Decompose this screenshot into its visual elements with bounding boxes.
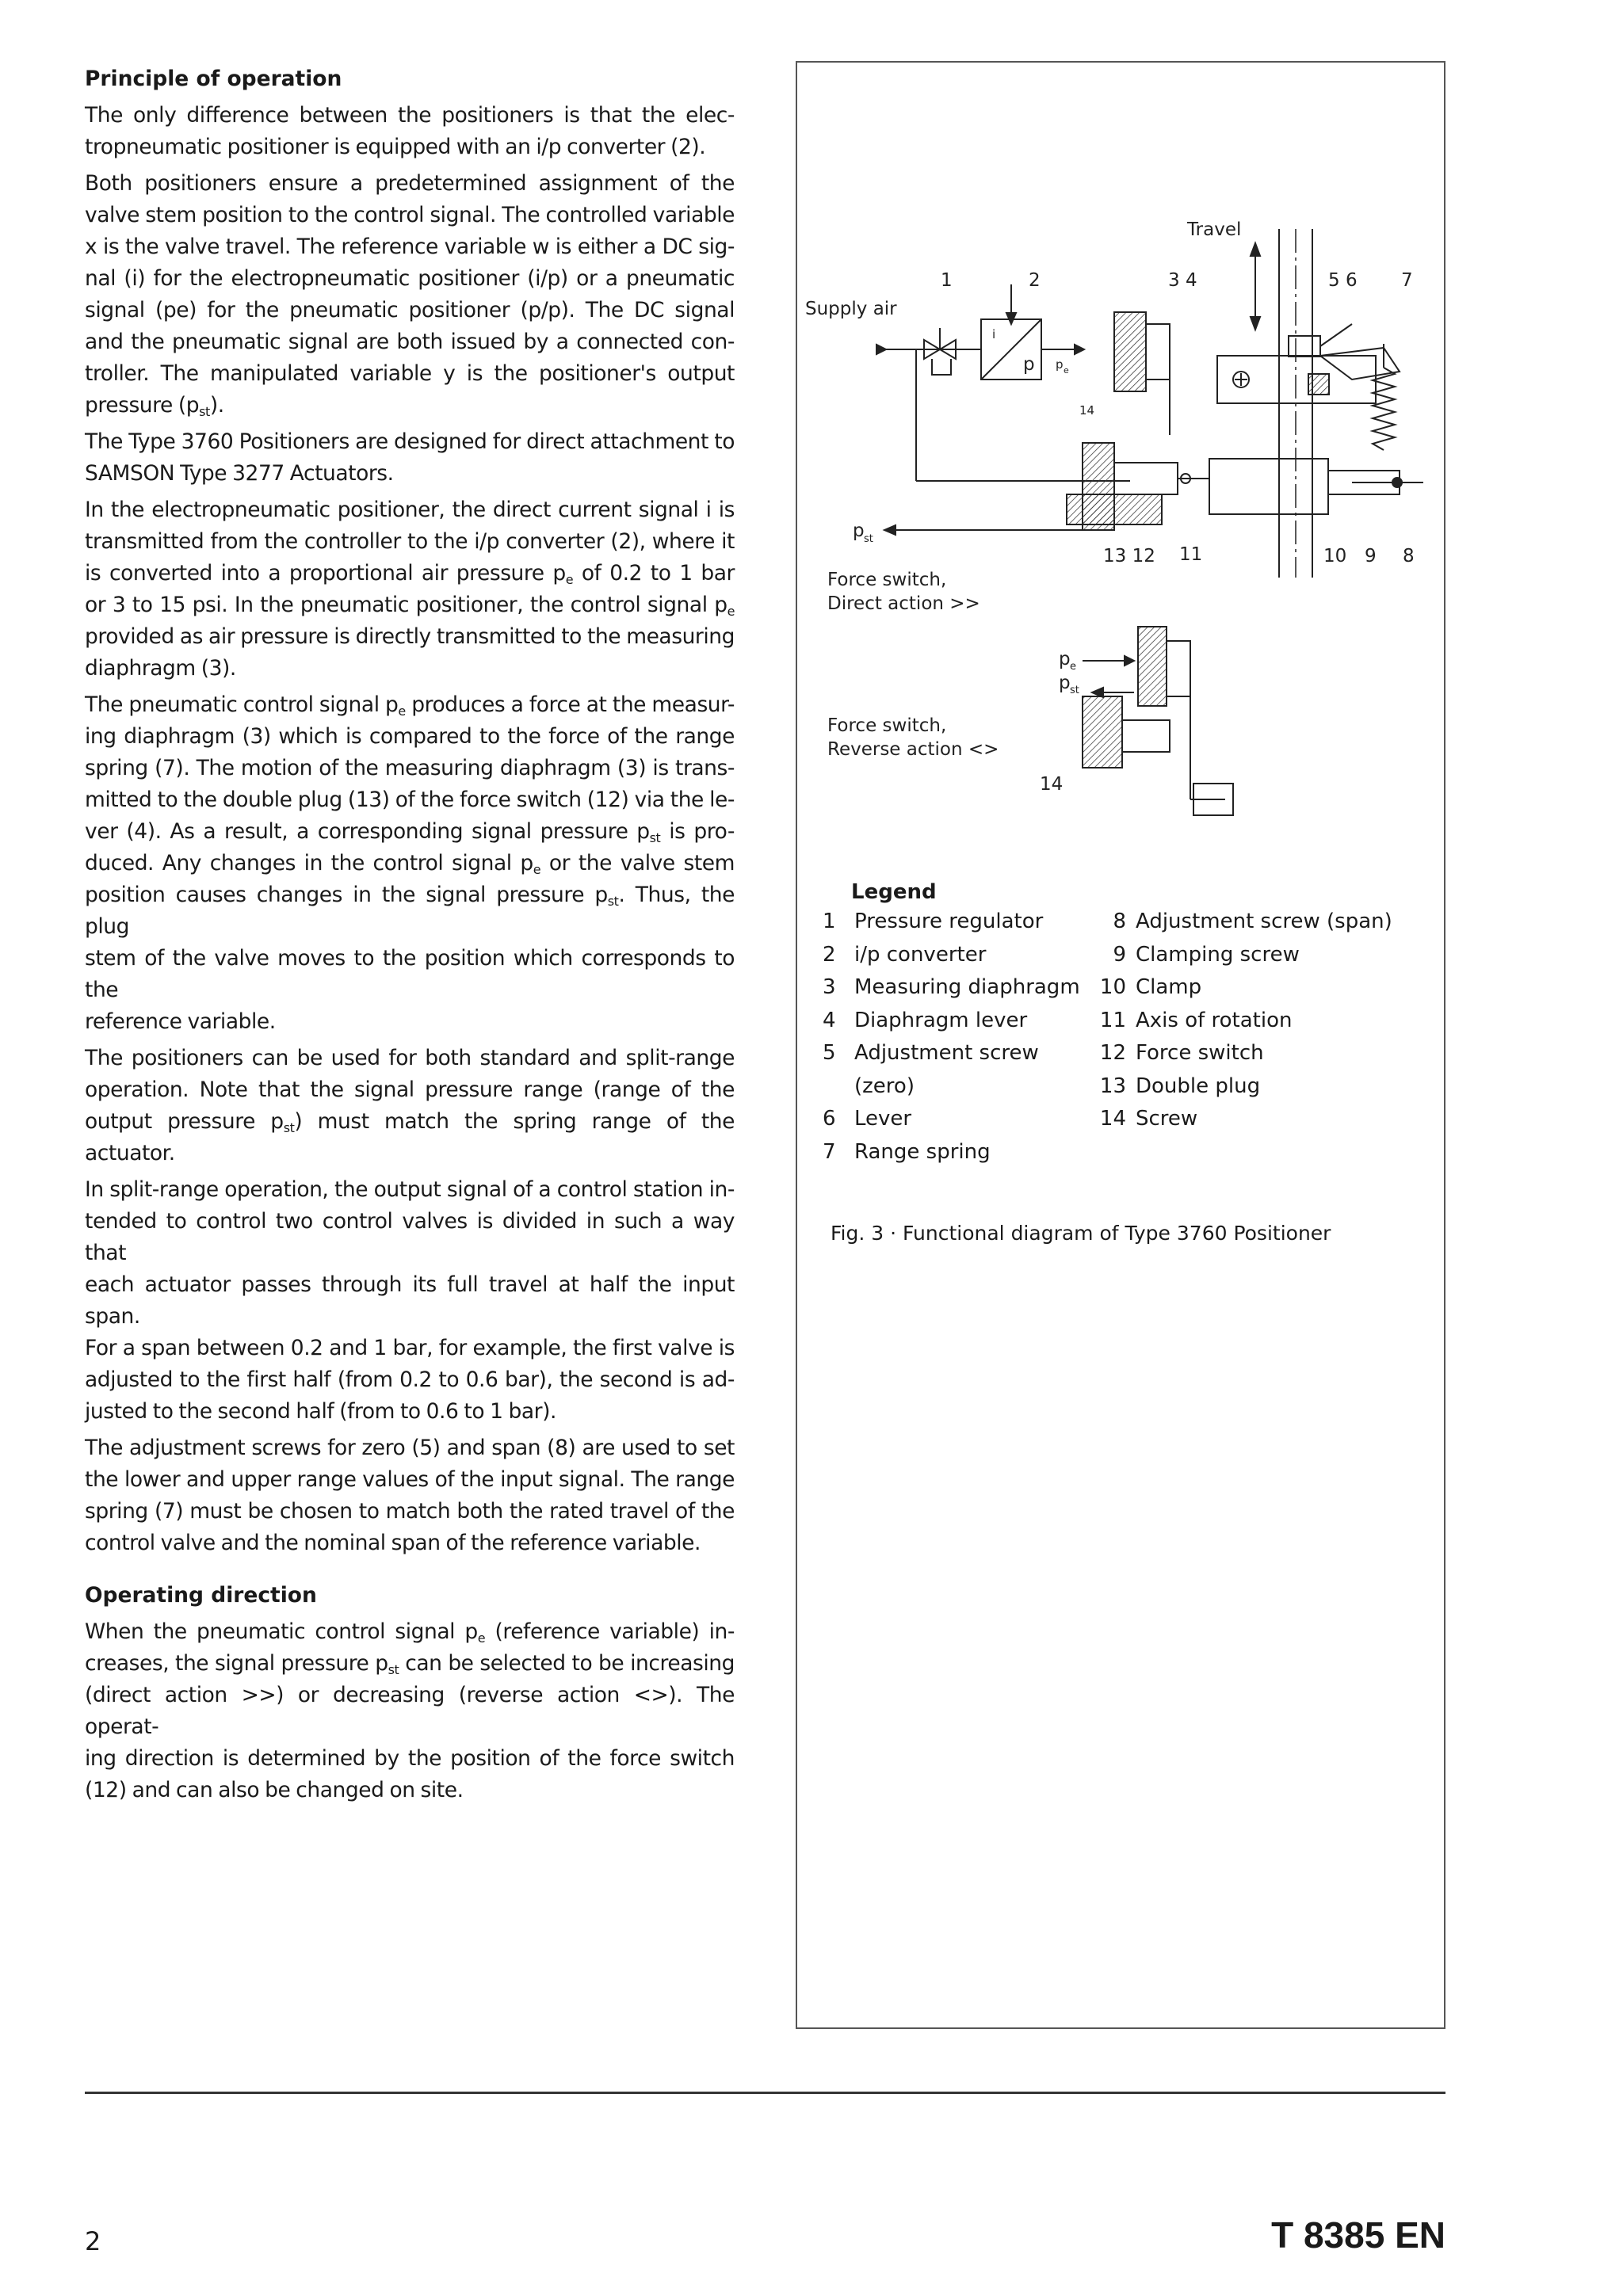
paragraph-6: The positioners can be used for both standard and split-range operation. Note that the signal pressure range (range of the output pressure $p_{st}$) must match the spring range of the actuator.	[85, 1046, 735, 1165]
label-force-reverse-2: Reverse action <>	[827, 739, 999, 760]
label-2: 2	[1029, 270, 1041, 291]
legend-row: 4 Diaphragm lever 11 Axis of rotation	[823, 1008, 1293, 1032]
label-7: 7	[1401, 270, 1413, 291]
body-text-column	[85, 59, 735, 1806]
label-5-6: 5 6	[1328, 270, 1358, 291]
label-3-4: 3 4	[1168, 270, 1197, 291]
paragraph-8: The adjustment screws for zero (5) and span (8) are used to set the lower and upper range values of the input signal. The range spring (7) must be chosen to match both the rated travel of the control valve and the nominal span of the reference variable.	[85, 1436, 735, 1555]
svg-text:st: st	[1070, 685, 1079, 696]
paragraph-3: The Type 3760 Positioners are designed for direct attachment to SAMSON Type 3277 Actuators.	[85, 429, 735, 486]
legend-title: Legend	[851, 880, 937, 904]
paragraph-7: In split-range operation, the output signal of a control station in- tended to control two control valves is divided in such a way that each actuator passes through its full travel at half the input span. For a span between 0.2 and 1 bar, for example, the first valve is adjusted to the first half (from 0.2 to 0.6 bar), the second is ad- justed to the second half (from to 0.6 to 1 bar).	[85, 1177, 735, 1424]
label-11: 11	[1179, 544, 1203, 565]
svg-text:st: st	[864, 533, 873, 545]
reverse-diaphragm	[1138, 627, 1167, 706]
footer-divider	[85, 2092, 1445, 2094]
svg-text:e: e	[1064, 365, 1069, 376]
legend-row: 7 Range spring	[823, 1139, 991, 1164]
label-pst-reverse: p	[1059, 673, 1071, 693]
paragraph-4: In the electropneumatic positioner, the direct current signal i is transmitted from the controller to the i/p converter (2), where it is converted into a proportional air pressure $p_e$ of 0.2 to 1 bar or 3 to 15 psi. In the pneumatic positioner, the control signal $p_e$ provided as air pressure is directly transmitted to the measuring diaphragm (3).	[85, 498, 735, 681]
measuring-diaphragm-3	[1114, 312, 1146, 391]
label-force-direct-1: Force switch,	[827, 570, 947, 590]
label-force-direct-2: Direct action >>	[827, 593, 980, 614]
svg-text:e: e	[1070, 661, 1076, 673]
adjustment-screw-5	[1289, 336, 1320, 357]
label-14-bottom: 14	[1040, 774, 1064, 795]
reverse-force-switch	[1083, 696, 1122, 768]
legend-row: 5 Adjustment screw 12 Force switch	[823, 1041, 1264, 1065]
label-i: i	[992, 327, 996, 341]
label-pe-reverse: p	[1059, 649, 1071, 669]
figure-frame	[796, 61, 1445, 2029]
legend-row: (zero) 13 Double plug	[854, 1074, 1261, 1098]
lever-6	[1320, 348, 1400, 379]
label-travel: Travel	[1187, 219, 1242, 240]
heading-principle-of-operation: Principle of operation	[85, 67, 342, 91]
legend-row: 6 Lever 14 Screw	[823, 1107, 1198, 1131]
label-supply-air: Supply air	[805, 299, 897, 319]
label-p: p	[1023, 354, 1035, 375]
label-force-reverse-1: Force switch,	[827, 715, 947, 736]
label-pe: p	[1056, 357, 1064, 372]
clamp-10	[1209, 459, 1328, 514]
legend-row: 1 Pressure regulator 8 Adjustment screw (span)	[823, 910, 1392, 933]
label-8: 8	[1403, 546, 1415, 566]
double-plug-13	[1114, 463, 1178, 494]
label-10: 10	[1323, 546, 1347, 566]
heading-operating-direction: Operating direction	[85, 1583, 317, 1608]
travel-arrow-up	[1251, 243, 1260, 256]
paragraph-1: The only difference between the positioners is that the elec- tropneumatic positioner is equipped with an i/p converter (2).	[85, 103, 735, 159]
supply-air-arrowhead	[876, 345, 886, 354]
paragraph-9: When the pneumatic control signal $p_e$ (reference variable) in- creases, the signal pressure $p_{st}$ can be selected to be increasing (direct action >>) or decreasing (reverse action <>). The operat- ing direction is determined by the position of the force switch (12) and can also be changed on site.	[85, 1619, 735, 1802]
label-13-12: 13 12	[1103, 546, 1155, 566]
page-number: 2	[85, 2226, 101, 2256]
label-1: 1	[941, 270, 953, 291]
figure-caption: Fig. 3 · Functional diagram of Type 3760 Positioner	[831, 1222, 1331, 1245]
label-pst: p	[853, 521, 865, 541]
legend-row: 3 Measuring diaphragm 10 Clamp	[823, 975, 1202, 999]
paragraph-2: Both positioners ensure a predetermined assignment of the valve stem position to the control signal. The controlled variable x is the valve travel. The reference variable w is either a DC sig- nal (i) for the electropneumatic positioner (i/p) or a pneumatic signal (pe) for the pneumatic positioner (p/p). The DC signal and the pneumatic signal are both issued by a connected con- troller. The manipulated variable y is the positioner's output pressure $(p_{st})$.	[85, 171, 735, 419]
label-9: 9	[1365, 546, 1377, 566]
functional-diagram	[797, 63, 1444, 871]
legend	[823, 879, 1441, 1169]
document-code: T 8385 EN	[1271, 2214, 1445, 2256]
legend-row: 2 i/p converter 9 Clamping screw	[823, 942, 1300, 967]
label-14-top: 14	[1079, 403, 1095, 418]
travel-arrow-down	[1251, 317, 1260, 330]
range-spring-7	[1373, 368, 1395, 450]
paragraph-5: The pneumatic control signal $p_e$ produces a force at the measur- ing diaphragm (3) which is compared to the force of the range spring (7). The motion of the measuring diaphragm (3) is trans- mitted to the double plug (13) of the force switch (12) via the le- ver (4). As a result, a corresponding signal pressure $p_{st}$ is pro- duced. Any changes in the control signal $p_e$ or the valve stem position causes changes in the signal pressure $p_{st}$. Thus, the plug stem of the valve moves to the position which corresponds to the reference variable.	[85, 692, 735, 1034]
